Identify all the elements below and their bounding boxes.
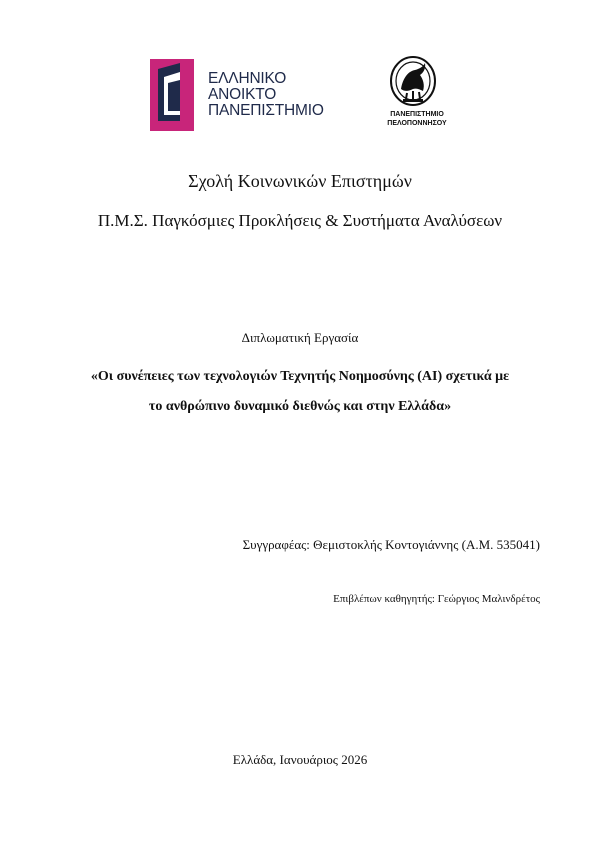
eap-logo-text xyxy=(208,71,324,119)
uop-logo-line-2: ΠΕΛΟΠΟΝΝΗΣΟΥ xyxy=(387,120,447,127)
eap-logo-line-1: ΕΛΛΗΝΙΚΟ xyxy=(208,70,287,87)
date-place-line: Ελλάδα, Ιανουάριος 2026 xyxy=(232,752,368,767)
school-name: Σχολή Κοινωνικών Επιστημών xyxy=(188,171,412,191)
griffin-emblem-icon xyxy=(389,55,437,107)
eap-logo-mark-icon xyxy=(150,59,194,131)
thesis-type-label: Διπλωματική Εργασία xyxy=(241,330,359,345)
eap-logo-line-3: ΠΑΝΕΠΙΣΤΗΜΙΟ xyxy=(208,102,324,119)
uop-logo-text xyxy=(380,110,454,128)
supervisor-line: Επιβλέπων καθηγητής: Γεώργιος Μαλινδρέτος xyxy=(333,593,540,605)
thesis-title xyxy=(0,362,600,422)
author-line: Συγγραφέας: Θεμιστοκλής Κοντογιάννης (Α.Μ. 535041) xyxy=(242,537,540,552)
thesis-title-line-1: «Οι συνέπειες των τεχνολογιών Τεχνητής Νοημοσύνης (AI) σχετικά με xyxy=(90,369,510,384)
thesis-title-line-2: το ανθρώπινο δυναμικό διεθνώς και στην Ελλάδα» xyxy=(148,399,452,414)
program-name: Π.Μ.Σ. Παγκόσμιες Προκλήσεις & Συστήματα Αναλύσεων xyxy=(97,211,503,230)
uop-logo-line-1: ΠΑΝΕΠΙΣΤΗΜΙΟ xyxy=(390,111,444,118)
university-of-peloponnese-logo xyxy=(380,55,454,135)
eap-logo-line-2: ΑΝΟΙΚΤΟ xyxy=(208,86,277,103)
hellenic-open-university-logo xyxy=(150,59,340,131)
